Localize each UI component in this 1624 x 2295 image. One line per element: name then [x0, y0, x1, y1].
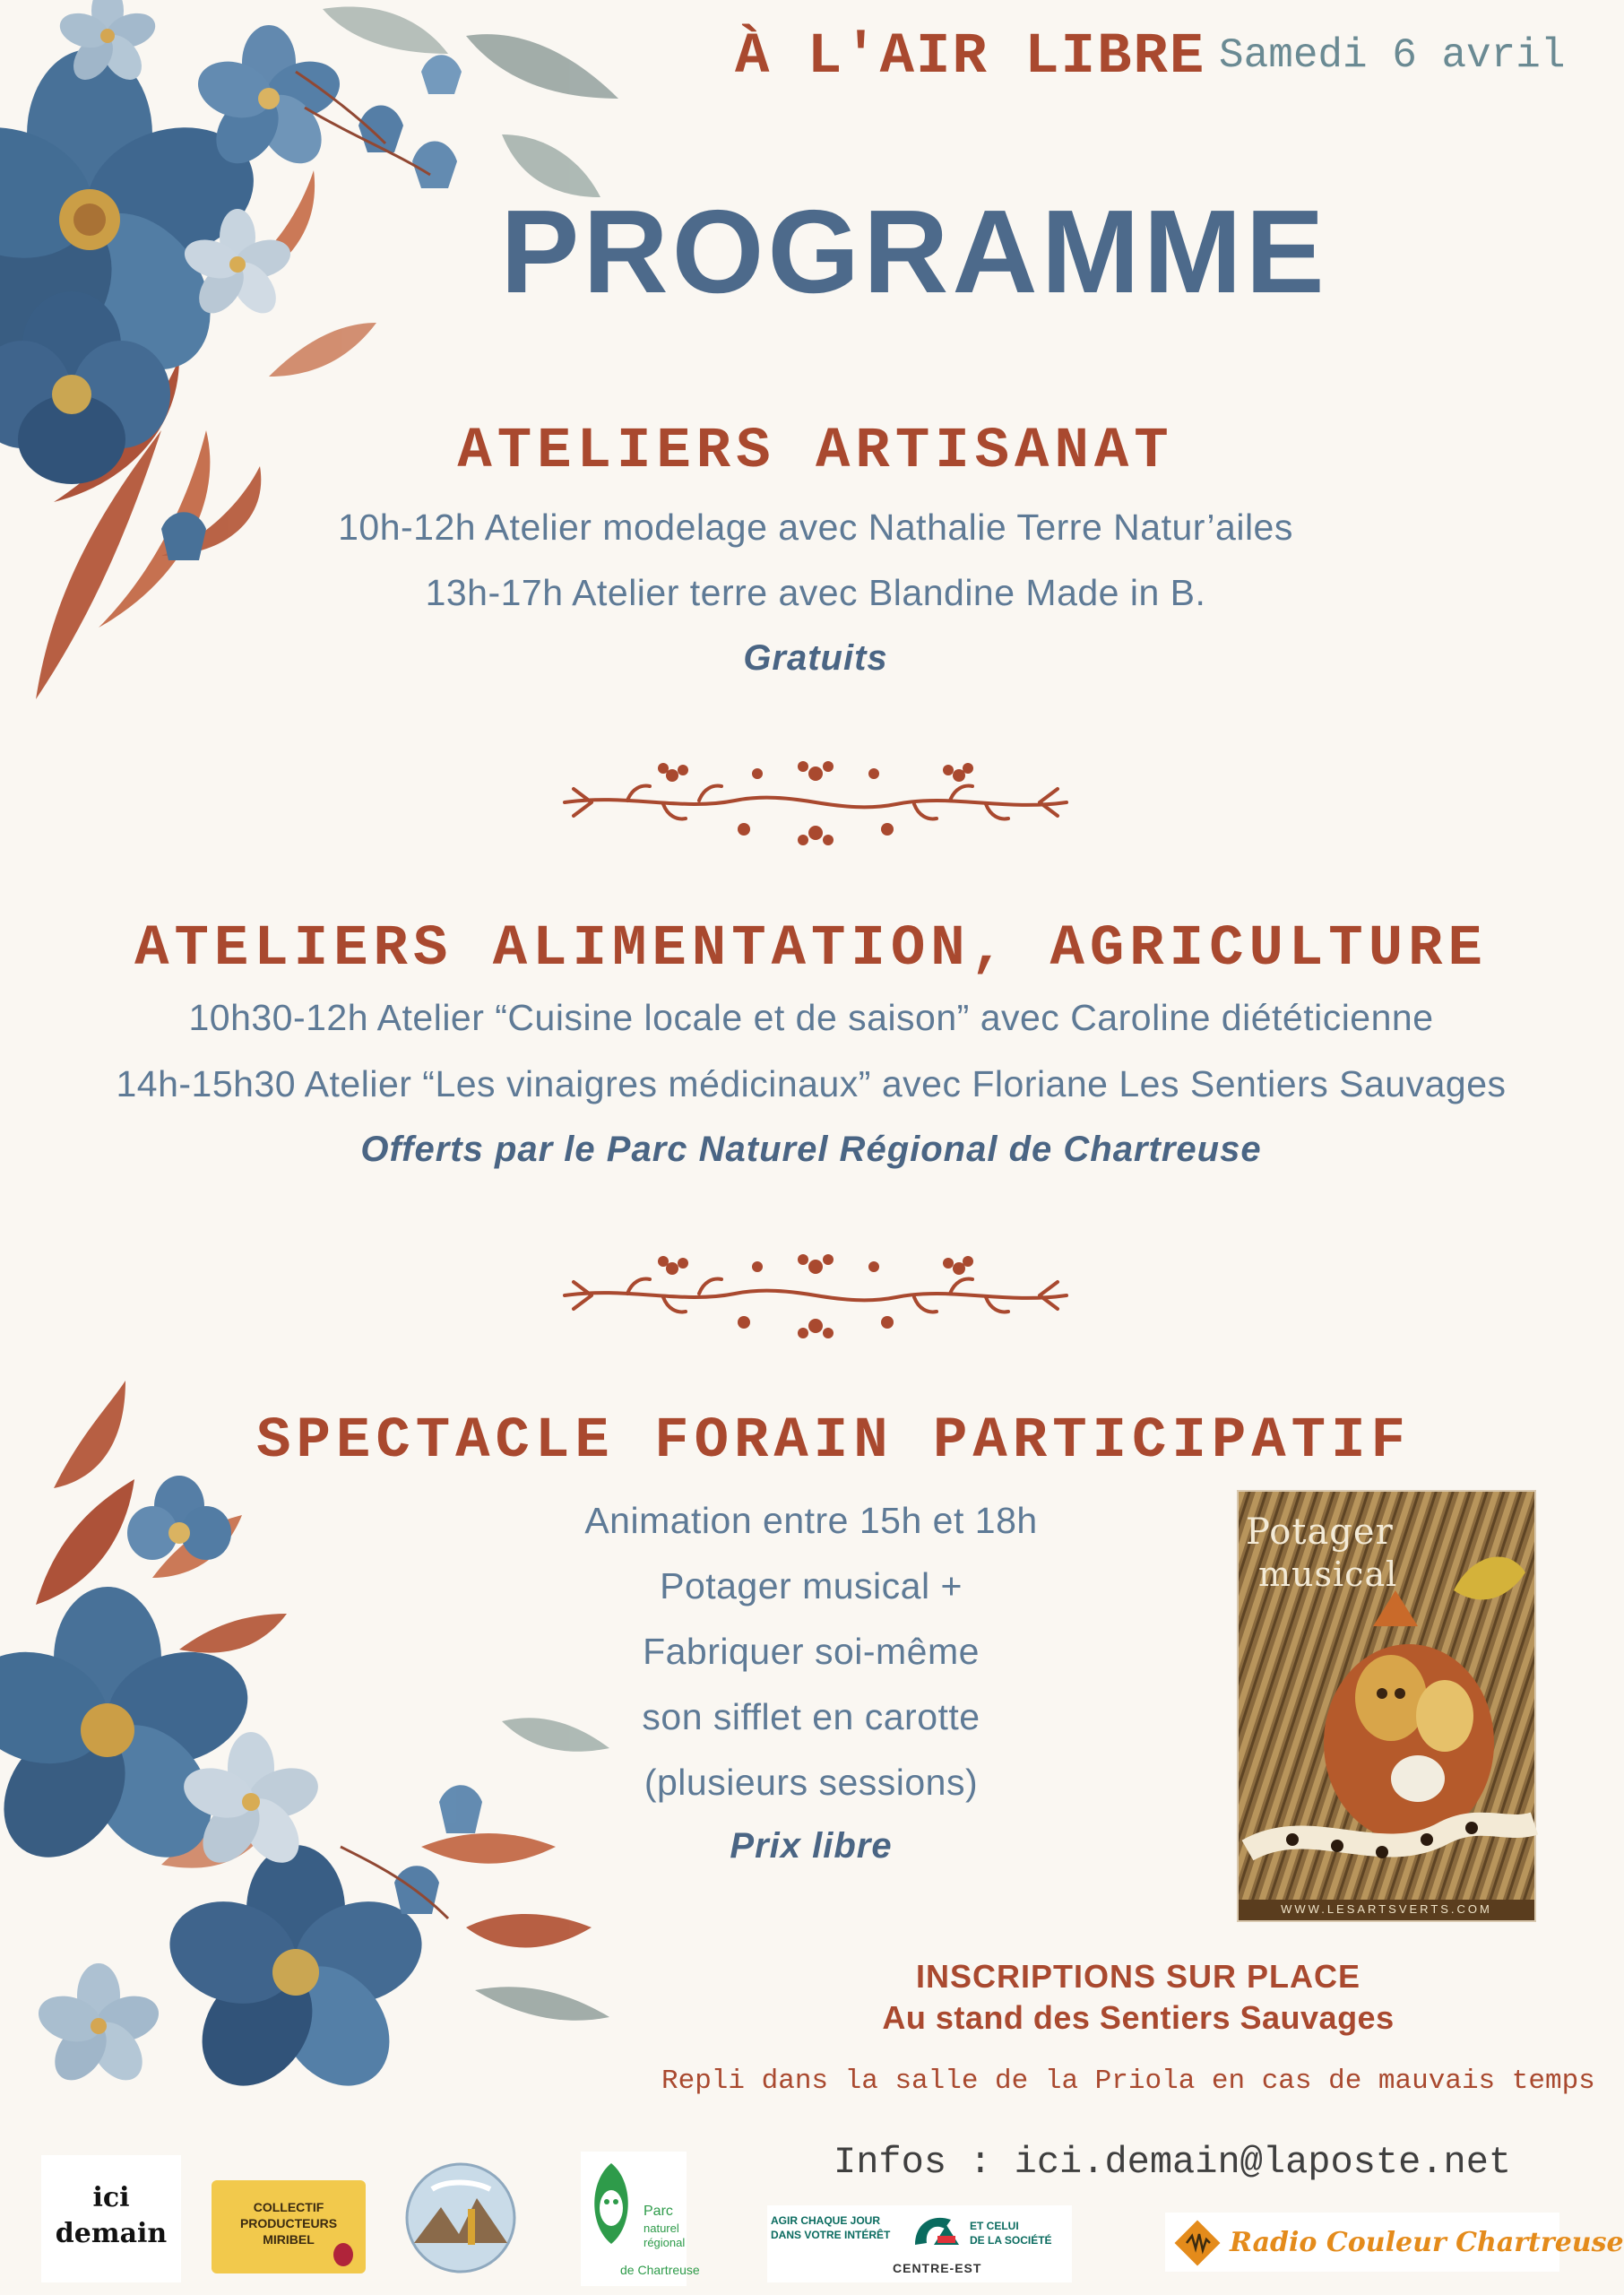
ici-demain-logo-line2: demain: [55, 2218, 168, 2249]
parc-logo-line2: naturel: [644, 2221, 679, 2235]
credit-agricole-emblem-icon: [911, 2209, 961, 2254]
radio-logo-text: Radio Couleur Chartreuse: [1230, 2227, 1624, 2258]
radio-couleur-chartreuse-logo: [1165, 2213, 1624, 2272]
divider-ornament: [556, 758, 1075, 847]
collectif-logo-line3: MIRIBEL: [263, 2232, 315, 2247]
section-line: 10h30-12h Atelier “Cuisine locale et de saison” avec Caroline diététicienne: [188, 997, 1434, 1038]
credit-agricole-logo: [767, 2205, 1072, 2282]
collectif-logo-line1: COLLECTIF: [253, 2200, 324, 2214]
parc-chartreuse-logo: [581, 2152, 700, 2286]
ca-tagline-right2: DE LA SOCIÉTÉ: [970, 2234, 1052, 2247]
divider-ornament: [556, 1251, 1075, 1340]
collectif-producteurs-logo: [212, 2180, 366, 2273]
bad-weather-fallback: Repli dans la salle de la Priola en cas de mauvais temps: [661, 2066, 1595, 2097]
parc-logo-line1: Parc: [644, 2204, 673, 2219]
section-line: 10h-12h Atelier modelage avec Nathalie Terre Natur’ailes: [338, 507, 1293, 548]
parc-logo-line3: régional: [644, 2236, 686, 2249]
section-note: Gratuits: [743, 638, 888, 678]
parc-logo-line4: de Chartreuse: [620, 2263, 700, 2277]
section-line: 14h-15h30 Atelier “Les vinaigres médicinaux” avec Floriane Les Sentiers Sauvages: [116, 1063, 1507, 1104]
section-line: son sifflet en carotte: [642, 1696, 980, 1737]
page-title: PROGRAMME: [500, 186, 1328, 317]
ici-demain-logo-line1: ici: [92, 2182, 130, 2213]
section-line: Animation entre 15h et 18h: [584, 1500, 1038, 1541]
poster-url: WWW.LESARTSVERTS.COM: [1281, 1902, 1492, 1916]
section-line: Potager musical +: [660, 1565, 963, 1606]
event-date: Samedi 6 avril: [1219, 32, 1566, 79]
section-line: 13h-17h Atelier terre avec Blandine Made in B.: [425, 572, 1206, 613]
potager-musical-poster: [1237, 1490, 1536, 1922]
beet-icon: [333, 2243, 353, 2266]
section-line: (plusieurs sessions): [644, 1762, 979, 1803]
section-title-alimentation: ATELIERS ALIMENTATION, AGRICULTURE: [134, 917, 1488, 982]
owl-icon: [584, 2159, 638, 2248]
ca-tagline-left1: AGIR CHAQUE JOUR: [771, 2214, 881, 2227]
registration-location: Au stand des Sentiers Sauvages: [882, 1999, 1395, 2036]
radio-diamond-icon: [1172, 2218, 1222, 2268]
section-title-artisanat: ATELIERS ARTISANAT: [457, 420, 1174, 484]
event-title: À L'AIR LIBRE: [735, 25, 1206, 90]
collectif-logo-line2: PRODUCTEURS: [239, 2216, 338, 2230]
ca-tagline-right1: ET CELUI: [970, 2220, 1019, 2232]
registration-heading: INSCRIPTIONS SUR PLACE: [915, 1958, 1361, 1995]
contact-infos: Infos : ici.demain@laposte.net: [834, 2141, 1512, 2184]
section-title-spectacle: SPECTACLE FORAIN PARTICIPATIF: [256, 1409, 1411, 1474]
floral-decoration-bottom-left: [0, 1381, 627, 2125]
section-line: Fabriquer soi-même: [643, 1631, 980, 1672]
ca-region: CENTRE-EST: [893, 2261, 982, 2275]
poster-title-line1: Potager: [1246, 1511, 1394, 1553]
ca-tagline-left2: DANS VOTRE INTÉRÊT: [771, 2229, 891, 2241]
section-note: Offerts par le Parc Naturel Régional de Chartreuse: [360, 1130, 1262, 1169]
circular-badge-logo: [405, 2162, 516, 2273]
section-note: Prix libre: [730, 1826, 893, 1866]
ici-demain-logo: [41, 2155, 181, 2282]
poster-title-line2: musical: [1258, 1555, 1398, 1594]
